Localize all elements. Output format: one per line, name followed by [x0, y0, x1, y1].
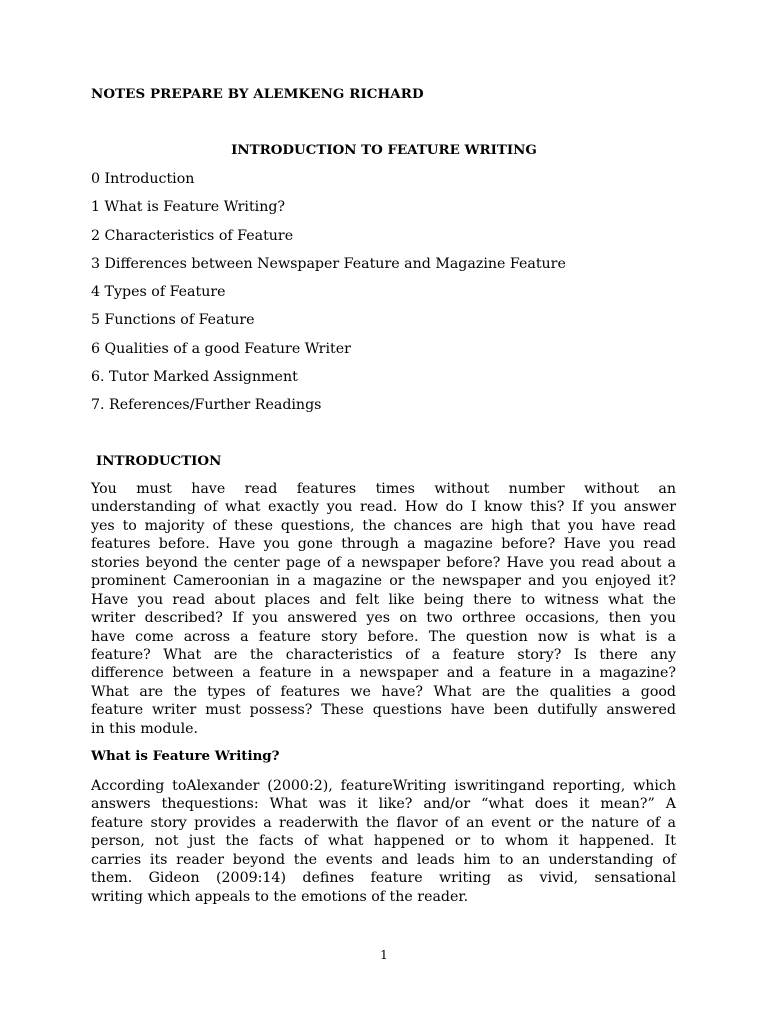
paragraph-line: answers thequestions: What was it like? and/or “what does it mean?” A [91, 796, 676, 813]
introduction-paragraph [91, 480, 676, 738]
what-is-feature-writing-paragraph [91, 777, 676, 906]
paragraph-line: yes to majority of these questions, the chances are high that you have read [91, 517, 676, 534]
author-line: NOTES PREPARE BY ALEMKENG RICHARD [91, 86, 424, 102]
toc-item: 0 Introduction [91, 171, 195, 187]
paragraph-line: stories beyond the center page of a newspaper before? Have you read about a [91, 554, 676, 571]
toc-item: 7. References/Further Readings [91, 397, 322, 414]
toc-item: 5 Functions of Feature [91, 312, 255, 329]
paragraph-line: writer described? If you answered yes on two orthree occasions, then you [91, 610, 676, 627]
paragraph-line: What are the types of features we have? What are the qualities a good [91, 683, 676, 700]
paragraph-line: writing which appeals to the emotions of the reader. [91, 888, 469, 905]
toc-item: 6. Tutor Marked Assignment [91, 369, 298, 386]
paragraph-line: have come across a feature story before. The question now is what is a [91, 628, 676, 645]
toc-item: 2 Characteristics of Feature [91, 227, 294, 244]
paragraph-line: prominent Cameroonian in a magazine or the newspaper and you enjoyed it? [91, 573, 676, 590]
toc-item: 1 What is Feature Writing? [91, 199, 286, 216]
paragraph-line: You must have read features times without number without an [91, 481, 676, 497]
table-of-contents [91, 169, 566, 424]
document-title: INTRODUCTION TO FEATURE WRITING [231, 142, 537, 158]
paragraph-line: them. Gideon (2009:14) defines feature writing as vivid, sensational [91, 870, 676, 887]
paragraph-line: According toAlexander (2000:2), featureWriting iswritingand reporting, which [91, 778, 676, 794]
toc-item: 4 Types of Feature [91, 284, 226, 301]
paragraph-line: Have you read about places and felt like being there to witness what the [91, 591, 676, 608]
paragraph-line: feature writer must possess? These questions have been dutifully answered [91, 702, 676, 719]
introduction-heading: INTRODUCTION [96, 453, 222, 469]
paragraph-line: difference between a feature in a newspaper and a feature in a magazine? [91, 665, 676, 682]
page-number: 1 [380, 948, 388, 962]
paragraph-line: features before. Have you gone through a magazine before? Have you read [91, 536, 676, 553]
toc-item: 6 Qualities of a good Feature Writer [91, 340, 351, 357]
paragraph-line: feature story provides a readerwith the flavor of an event or the nature of a [91, 814, 676, 831]
toc-item: 3 Differences between Newspaper Feature and Magazine Feature [91, 255, 566, 272]
paragraph-line: feature? What are the characteristics of a feature story? Is there any [91, 646, 676, 663]
paragraph-line: carries its reader beyond the events and leads him to an understanding of [91, 851, 676, 868]
paragraph-line: person, not just the facts of what happened or to whom it happened. It [91, 833, 676, 850]
paragraph-line: in this module. [91, 720, 199, 737]
paragraph-line: understanding of what exactly you read. How do I know this? If you answer [91, 499, 676, 516]
what-is-feature-writing-heading: What is Feature Writing? [91, 748, 280, 764]
